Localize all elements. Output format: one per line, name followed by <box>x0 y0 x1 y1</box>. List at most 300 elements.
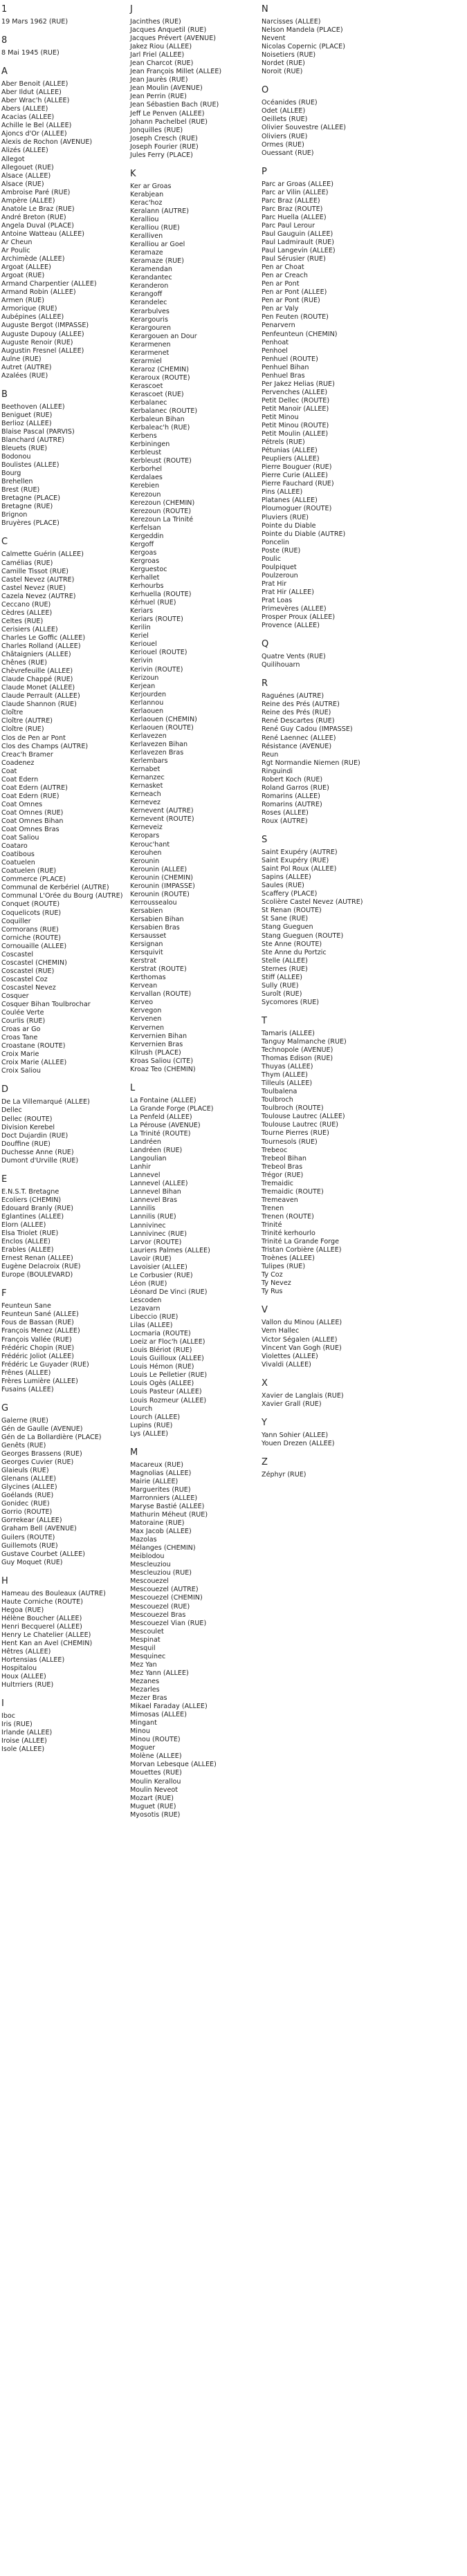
street-link[interactable]: Narcisses (ALLEE) <box>262 18 321 26</box>
street-link[interactable]: Frênes (ALLEE) <box>1 1369 51 1377</box>
street-link[interactable]: Cloître (AUTRE) <box>1 717 53 725</box>
street-link[interactable]: Kervernien Bihan <box>130 1032 187 1040</box>
street-link[interactable]: Mescleuziou (RUE) <box>130 1569 192 1577</box>
street-link[interactable]: Coscastel (CHEMIN) <box>1 958 67 967</box>
street-link[interactable]: Tremaidic (ROUTE) <box>262 1187 324 1196</box>
street-link[interactable]: Acacias (ALLEE) <box>1 113 55 122</box>
street-link[interactable]: Feunteun Sane <box>1 1302 51 1310</box>
street-link[interactable]: Mairie (ALLEE) <box>130 1477 178 1485</box>
street-link[interactable]: Bretagne (RUE) <box>1 503 53 511</box>
street-link[interactable]: Ty Nevez <box>262 1279 291 1288</box>
street-link[interactable]: Kroaz Teo (CHEMIN) <box>130 1065 196 1073</box>
street-link[interactable]: Kerfelsan <box>130 523 161 532</box>
street-link[interactable]: Keropars <box>130 832 160 840</box>
street-link[interactable]: Coat Saliou <box>1 834 39 842</box>
street-link[interactable]: Keraroz (CHEMIN) <box>130 365 189 373</box>
street-link[interactable]: Trenen <box>262 1204 284 1212</box>
street-link[interactable]: Morvan Lebesque (ALLEE) <box>130 1761 217 1769</box>
street-link[interactable]: Mezer Bras <box>130 1694 167 1703</box>
street-link[interactable]: Toulbalena <box>262 1088 297 1096</box>
street-link[interactable]: Berlioz (ALLEE) <box>1 419 52 427</box>
street-link[interactable]: Châtaigniers (ALLEE) <box>1 651 71 659</box>
street-link[interactable]: Kerbaleun Bihan <box>130 416 185 424</box>
street-link[interactable]: Kerdalaes <box>130 474 163 482</box>
street-link[interactable]: Kerguestoc <box>130 565 167 573</box>
street-link[interactable]: Castel Nevez (AUTRE) <box>1 575 75 584</box>
street-link[interactable]: Keriars <box>130 607 154 615</box>
street-link[interactable]: Ker ar Groas <box>130 182 172 190</box>
street-link[interactable]: Claude Chappé (RUE) <box>1 676 73 684</box>
street-link[interactable]: Tournesols (RUE) <box>262 1138 318 1146</box>
street-link[interactable]: Raguénes (AUTRE) <box>262 692 324 701</box>
street-link[interactable]: Aber Wrac'h (ALLEE) <box>1 97 70 105</box>
street-link[interactable]: Peupliers (ALLEE) <box>262 455 320 463</box>
street-link[interactable]: Thomas Edison (RUE) <box>262 1055 333 1063</box>
street-link[interactable]: Hent Kan an Avel (CHEMIN) <box>1 1639 93 1647</box>
street-link[interactable]: Pins (ALLEE) <box>262 488 303 497</box>
street-link[interactable]: Kervean <box>130 982 158 990</box>
street-link[interactable]: Parc Braz (ALLEE) <box>262 196 320 205</box>
street-link[interactable]: Saint Exupéry (RUE) <box>262 857 329 865</box>
street-link[interactable]: François Menez (ALLEE) <box>1 1327 80 1335</box>
street-link[interactable]: Xavier de Langlais (RUE) <box>262 1391 344 1400</box>
street-link[interactable]: Keramaze (RUE) <box>130 257 184 266</box>
street-link[interactable]: Mescoulet <box>130 1627 164 1636</box>
street-link[interactable]: Penhuel (ROUTE) <box>262 355 318 363</box>
street-link[interactable]: Conquet (ROUTE) <box>1 900 60 909</box>
street-link[interactable]: Castel Nevez (RUE) <box>1 584 66 592</box>
street-link[interactable]: Cerisiers (ALLEE) <box>1 625 58 633</box>
street-link[interactable]: Moulin Kerallou <box>130 1777 181 1786</box>
street-link[interactable]: Noisetiers (RUE) <box>262 51 316 59</box>
street-link[interactable]: Saules (RUE) <box>262 882 304 890</box>
street-link[interactable]: Glycines (ALLEE) <box>1 1483 57 1492</box>
street-link[interactable]: Tristan Corbière (ALLEE) <box>262 1246 342 1254</box>
street-link[interactable]: Ceccano (RUE) <box>1 600 51 609</box>
street-link[interactable]: Prat Hir <box>262 580 287 588</box>
street-link[interactable]: Aber Ildut (ALLEE) <box>1 89 62 97</box>
street-link[interactable]: Sycomores (RUE) <box>262 998 320 1006</box>
street-link[interactable]: Kerstrat (ROUTE) <box>130 965 187 974</box>
street-link[interactable]: Landréen <box>130 1138 162 1147</box>
street-link[interactable]: Coulée Verte <box>1 1009 44 1017</box>
street-link[interactable]: Chênes (RUE) <box>1 659 47 667</box>
street-link[interactable]: Coat Edern (AUTRE) <box>1 784 68 792</box>
street-link[interactable]: Coat Omnes <box>1 800 43 808</box>
street-link[interactable]: Petit Dellec (ROUTE) <box>262 396 330 405</box>
street-link[interactable]: Aubépines (ALLEE) <box>1 313 64 322</box>
street-link[interactable]: Douffine (RUE) <box>1 1140 51 1148</box>
street-link[interactable]: Keriel <box>130 632 149 640</box>
street-link[interactable]: Kerbleust (ROUTE) <box>130 457 192 465</box>
street-link[interactable]: Mescouezel Bras <box>130 1611 186 1619</box>
street-link[interactable]: Augustin Fresnel (ALLEE) <box>1 346 84 355</box>
street-link[interactable]: La Pérouse (AVENUE) <box>130 1121 201 1129</box>
street-link[interactable]: Parc ar Groas (ALLEE) <box>262 180 333 188</box>
street-link[interactable]: Mescleuziou <box>130 1561 171 1569</box>
street-link[interactable]: Kerroussealou <box>130 898 177 907</box>
street-link[interactable]: Mingant <box>130 1719 157 1727</box>
street-link[interactable]: Coat <box>1 767 17 775</box>
street-link[interactable]: Hegoa (RUE) <box>1 1606 44 1614</box>
street-link[interactable]: Keramendan <box>130 266 172 274</box>
street-link[interactable]: Per Jakez Helias (RUE) <box>262 380 335 388</box>
street-link[interactable]: Kerlaouen (CHEMIN) <box>130 715 197 723</box>
street-link[interactable]: Pen ar Choat <box>262 263 304 272</box>
street-link[interactable]: Genêts (RUE) <box>1 1441 46 1449</box>
street-link[interactable]: Mimosas (ALLEE) <box>130 1711 187 1719</box>
street-link[interactable]: Houx (ALLEE) <box>1 1673 46 1681</box>
street-link[interactable]: Eugène Delacroix (RUE) <box>1 1263 81 1271</box>
street-link[interactable]: Edouard Branly (RUE) <box>1 1204 74 1212</box>
street-link[interactable]: Parc Huella (ALLEE) <box>262 213 327 221</box>
street-link[interactable]: Kerargouris <box>130 315 168 324</box>
street-link[interactable]: Kerounin (ALLEE) <box>130 865 187 873</box>
street-link[interactable]: Allegouet (RUE) <box>1 163 54 172</box>
street-link[interactable]: Kernevent (AUTRE) <box>130 807 194 815</box>
street-link[interactable]: Johann Pachelbel (RUE) <box>130 118 208 126</box>
street-link[interactable]: Gonidec (RUE) <box>1 1500 50 1508</box>
street-link[interactable]: Toulbroch <box>262 1096 293 1104</box>
street-link[interactable]: Jean Perrin (RUE) <box>130 93 187 101</box>
street-link[interactable]: Tilleuls (ALLEE) <box>262 1079 313 1088</box>
street-link[interactable]: Claude Shannon (RUE) <box>1 701 77 709</box>
street-link[interactable]: Hospitalou <box>1 1665 37 1673</box>
street-link[interactable]: Lauriers Palmes (ALLEE) <box>130 1246 210 1254</box>
street-link[interactable]: Pierre Curie (ALLEE) <box>262 472 328 480</box>
street-link[interactable]: Keriouel (ROUTE) <box>130 649 187 657</box>
street-link[interactable]: Autret (AUTRE) <box>1 363 52 371</box>
street-link[interactable]: Reine des Prés (RUE) <box>262 709 331 717</box>
street-link[interactable]: Kerhourbs <box>130 582 164 591</box>
street-link[interactable]: Kerangoff <box>130 290 163 299</box>
street-link[interactable]: Molène (ALLEE) <box>130 1752 182 1761</box>
street-link[interactable]: Jules Ferry (PLACE) <box>130 151 193 159</box>
street-link[interactable]: La Fontaine (ALLEE) <box>130 1096 196 1104</box>
street-link[interactable]: Pen Feuten (ROUTE) <box>262 313 329 322</box>
street-link[interactable]: Ormes (RUE) <box>262 140 304 149</box>
street-link[interactable]: Roland Garros (RUE) <box>262 784 329 792</box>
street-link[interactable]: Goélands (RUE) <box>1 1492 54 1500</box>
street-link[interactable]: Croix Marie <box>1 1050 39 1059</box>
street-link[interactable]: Sternes (RUE) <box>262 965 308 973</box>
street-link[interactable]: Argoat (RUE) <box>1 272 45 280</box>
street-link[interactable]: Gén de La Bollardière (PLACE) <box>1 1433 102 1441</box>
street-link[interactable]: Keralliou ar Goel <box>130 241 185 249</box>
street-link[interactable]: Jean Jaurès (RUE) <box>130 76 188 84</box>
street-link[interactable]: Roses (ALLEE) <box>262 808 309 817</box>
street-link[interactable]: Meiblodou <box>130 1553 165 1561</box>
street-link[interactable]: Kerneach <box>130 790 161 799</box>
street-link[interactable]: Guilers (ROUTE) <box>1 1533 55 1541</box>
street-link[interactable]: Tanguy Malmanche (RUE) <box>262 1037 347 1046</box>
street-link[interactable]: Ar Cheun <box>1 238 33 246</box>
street-link[interactable]: Kerlannou <box>130 698 164 707</box>
street-link[interactable]: Suroît (RUE) <box>262 990 302 998</box>
street-link[interactable]: Keramaze <box>130 249 163 257</box>
street-link[interactable]: Lanhir <box>130 1163 151 1171</box>
street-link[interactable]: Léon (RUE) <box>130 1279 167 1288</box>
street-link[interactable]: Landréen (RUE) <box>130 1147 183 1155</box>
street-link[interactable]: Hultrriers (RUE) <box>1 1681 54 1689</box>
street-link[interactable]: Iroise (ALLEE) <box>1 1737 47 1745</box>
street-link[interactable]: Enclos (ALLEE) <box>1 1238 51 1246</box>
street-link[interactable]: Kersabien Bihan <box>130 915 184 923</box>
street-link[interactable]: Reine des Prés (AUTRE) <box>262 701 340 709</box>
street-link[interactable]: Kervernen <box>130 1023 165 1032</box>
street-link[interactable]: Sully (RUE) <box>262 981 299 990</box>
street-link[interactable]: Cormorans (RUE) <box>1 925 59 934</box>
street-link[interactable]: Toulbroch (ROUTE) <box>262 1104 324 1113</box>
street-link[interactable]: Angela Duval (PLACE) <box>1 221 74 230</box>
street-link[interactable]: Mathurin Méheut (RUE) <box>130 1511 208 1519</box>
street-link[interactable]: Duchesse Anne (RUE) <box>1 1148 74 1156</box>
street-link[interactable]: Jacques Prévert (AVENUE) <box>130 35 217 43</box>
street-link[interactable]: Kernevez <box>130 799 161 807</box>
street-link[interactable]: Lannevel (ALLEE) <box>130 1180 188 1188</box>
street-link[interactable]: Kernabet <box>130 766 161 774</box>
street-link[interactable]: Kerivin <box>130 657 153 665</box>
street-link[interactable]: Poncelin <box>262 538 289 546</box>
street-link[interactable]: Clos des Champs (AUTRE) <box>1 742 89 750</box>
street-link[interactable]: Croas ar Go <box>1 1026 41 1034</box>
street-link[interactable]: Mezanes <box>130 1677 160 1685</box>
street-link[interactable]: Muguet (RUE) <box>130 1802 176 1810</box>
street-link[interactable]: Kerebien <box>130 482 160 490</box>
street-link[interactable]: Troènes (ALLEE) <box>262 1254 315 1263</box>
street-link[interactable]: Robert Koch (RUE) <box>262 775 323 784</box>
street-link[interactable]: Pointe du Diable <box>262 521 316 530</box>
street-link[interactable]: Hêtres (ALLEE) <box>1 1648 51 1656</box>
street-link[interactable]: Prat Loas <box>262 597 293 604</box>
street-link[interactable]: Stelle (ALLEE) <box>262 956 308 965</box>
street-link[interactable]: Keraroux (ROUTE) <box>130 373 190 382</box>
street-link[interactable]: Blaise Pascal (PARVIS) <box>1 427 75 436</box>
street-link[interactable]: Armand Charpentier (ALLEE) <box>1 280 97 288</box>
street-link[interactable]: Ar Poulic <box>1 247 30 255</box>
street-link[interactable]: Jarl Friel (ALLEE) <box>130 51 185 59</box>
street-link[interactable]: De La Villemarqué (ALLEE) <box>1 1098 90 1106</box>
street-link[interactable]: Keralliou (RUE) <box>130 224 180 232</box>
street-link[interactable]: Vivaldi (ALLEE) <box>262 1360 311 1369</box>
street-link[interactable]: Penhuel Bihan <box>262 363 309 371</box>
street-link[interactable]: Boulistes (ALLEE) <box>1 461 59 470</box>
street-link[interactable]: Lannilis (RUE) <box>130 1213 176 1221</box>
street-link[interactable]: Magnolias (ALLEE) <box>130 1469 192 1477</box>
street-link[interactable]: Poulpiquet <box>262 563 297 571</box>
street-link[interactable]: Romarins (AUTRE) <box>262 800 322 808</box>
street-link[interactable]: Coat Edern (RUE) <box>1 792 59 800</box>
street-link[interactable]: Kerac'hoz <box>130 198 163 207</box>
street-link[interactable]: Clos de Pen ar Pont <box>1 734 66 742</box>
street-link[interactable]: Bleuets (RUE) <box>1 445 48 453</box>
street-link[interactable]: Brignon <box>1 511 28 519</box>
street-link[interactable]: Kerounin (CHEMIN) <box>130 873 194 882</box>
street-link[interactable]: Kerborhel <box>130 465 163 474</box>
street-link[interactable]: Gorrekear (ALLEE) <box>1 1517 62 1525</box>
street-link[interactable]: Glenans (ALLEE) <box>1 1475 56 1483</box>
street-link[interactable]: Prosper Proux (ALLEE) <box>262 613 336 622</box>
street-link[interactable]: Paul Gauguin (ALLEE) <box>262 230 333 238</box>
street-link[interactable]: Trebeol Bihan <box>262 1154 306 1162</box>
street-link[interactable]: Paul Ladmirault (RUE) <box>262 238 334 246</box>
street-link[interactable]: Pluviers (RUE) <box>262 513 309 521</box>
street-link[interactable]: Coatuelen <box>1 859 35 867</box>
street-link[interactable]: Doct Dujardin (RUE) <box>1 1131 68 1140</box>
street-link[interactable]: Ty Rus <box>262 1288 283 1296</box>
street-link[interactable]: Jonquilles (RUE) <box>130 126 183 134</box>
street-link[interactable]: Claude Perrault (ALLEE) <box>1 692 80 701</box>
street-link[interactable]: Cosquer <box>1 992 29 1000</box>
street-link[interactable]: Reun <box>262 750 279 759</box>
street-link[interactable]: Archimède (ALLEE) <box>1 255 65 263</box>
street-link[interactable]: Jacques Anquetil (RUE) <box>130 26 207 35</box>
street-link[interactable]: Brehellen <box>1 478 33 486</box>
street-link[interactable]: Kerthomas <box>130 974 166 982</box>
street-link[interactable]: Trinité La Grande Forge <box>262 1238 339 1246</box>
street-link[interactable]: Penhuel Bras <box>262 371 305 380</box>
street-link[interactable]: Lescoden <box>130 1296 162 1304</box>
street-link[interactable]: Coatibous <box>1 851 35 859</box>
street-link[interactable]: Kerjourden <box>130 690 167 698</box>
street-link[interactable]: Kerbalanec (ROUTE) <box>130 407 198 416</box>
street-link[interactable]: Communal L'Orée du Bourg (AUTRE) <box>1 892 123 900</box>
street-link[interactable]: Kerargouren <box>130 324 172 332</box>
street-link[interactable]: Mikael Faraday (ALLEE) <box>130 1703 208 1711</box>
street-link[interactable]: Kersabien Bras <box>130 923 180 932</box>
street-link[interactable]: Bodonou <box>1 453 31 461</box>
street-link[interactable]: Prat Hir (ALLEE) <box>262 588 314 596</box>
street-link[interactable]: Kerbaleac'h (RUE) <box>130 424 190 432</box>
street-link[interactable]: Kerveo <box>130 999 154 1007</box>
street-link[interactable]: Quilihouarn <box>262 661 300 669</box>
street-link[interactable]: Aulne (RUE) <box>1 355 42 363</box>
street-link[interactable]: Feunteun Sané (ALLEE) <box>1 1310 79 1319</box>
street-link[interactable]: Kilrush (PLACE) <box>130 1048 181 1057</box>
street-link[interactable]: Kernasket <box>130 782 163 790</box>
street-link[interactable]: Pétrels (RUE) <box>262 438 305 447</box>
street-link[interactable]: Kerezoun La Trinité <box>130 515 194 523</box>
street-link[interactable]: Saint Exupéry (AUTRE) <box>262 849 338 857</box>
street-link[interactable]: Pen ar Pont <box>262 280 300 288</box>
street-link[interactable]: Matoraine (RUE) <box>130 1519 185 1528</box>
street-link[interactable]: Kerandantec <box>130 274 172 282</box>
street-link[interactable]: Fusains (ALLEE) <box>1 1385 54 1393</box>
street-link[interactable]: Odet (ALLEE) <box>262 107 306 115</box>
street-link[interactable]: Océanides (RUE) <box>262 99 318 107</box>
street-link[interactable]: Cloître <box>1 709 24 717</box>
street-link[interactable]: Ringuindi <box>262 767 293 775</box>
street-link[interactable]: Auguste Bergot (IMPASSE) <box>1 322 89 330</box>
street-link[interactable]: Kervenen <box>130 1015 162 1023</box>
street-link[interactable]: Kerjean <box>130 682 156 690</box>
street-link[interactable]: Frédéric Joliot (ALLEE) <box>1 1352 74 1360</box>
street-link[interactable]: Aber Benoit (ALLEE) <box>1 80 68 89</box>
street-link[interactable]: Achille le Bel (ALLEE) <box>1 122 72 130</box>
street-link[interactable]: 19 Mars 1962 (RUE) <box>1 18 68 26</box>
street-link[interactable]: Stang Gueguen <box>262 923 313 932</box>
street-link[interactable]: Ampère (ALLEE) <box>1 196 55 205</box>
street-link[interactable]: Kersabien <box>130 907 163 915</box>
street-link[interactable]: Poste (RUE) <box>262 546 301 555</box>
street-link[interactable]: Anatole Le Braz (RUE) <box>1 205 75 213</box>
street-link[interactable]: Lourch (ALLEE) <box>130 1413 181 1421</box>
street-link[interactable]: Lannevel Bihan <box>130 1188 181 1196</box>
street-link[interactable]: Guillemots (RUE) <box>1 1541 58 1550</box>
street-link[interactable]: Rgt Normandie Niemen (RUE) <box>262 759 360 767</box>
street-link[interactable]: Coat Edern <box>1 775 39 784</box>
street-link[interactable]: Paul Langevin (ALLEE) <box>262 247 336 255</box>
street-link[interactable]: Kergeddin <box>130 532 164 540</box>
street-link[interactable]: Joseph Cresch (RUE) <box>130 134 198 142</box>
street-link[interactable]: Kerlembars <box>130 757 168 766</box>
street-link[interactable]: Iboc <box>1 1712 16 1721</box>
street-link[interactable]: Louis Rozmeur (ALLEE) <box>130 1396 207 1405</box>
street-link[interactable]: Haute Corniche (ROUTE) <box>1 1597 83 1606</box>
street-link[interactable]: Larvor (ROUTE) <box>130 1238 182 1246</box>
street-link[interactable]: Lourch <box>130 1405 153 1413</box>
street-link[interactable]: Irlande (ALLEE) <box>1 1729 53 1737</box>
street-link[interactable]: Myosotis (RUE) <box>130 1810 181 1819</box>
street-link[interactable]: Mesquinec <box>130 1652 166 1660</box>
street-link[interactable]: Cornouaille (ALLEE) <box>1 942 67 950</box>
street-link[interactable]: Olivier Souvestre (ALLEE) <box>262 124 347 132</box>
street-link[interactable]: Moguer <box>130 1744 156 1752</box>
street-link[interactable]: André Breton (RUE) <box>1 213 66 221</box>
street-link[interactable]: Pen ar Pont (RUE) <box>262 297 320 305</box>
street-link[interactable]: Armand Robin (ALLEE) <box>1 288 76 297</box>
street-link[interactable]: René Laennec (ALLEE) <box>262 734 336 742</box>
street-link[interactable]: Kerounin (ROUTE) <box>130 890 190 898</box>
street-link[interactable]: Kerascoet <box>130 382 163 390</box>
street-link[interactable]: Mez Yan <box>130 1660 157 1669</box>
street-link[interactable]: Allegot <box>1 155 25 163</box>
street-link[interactable]: Marguerites (RUE) <box>130 1485 191 1494</box>
street-link[interactable]: Résistance (AVENUE) <box>262 742 332 750</box>
street-link[interactable]: Louis Le Pelletier (RUE) <box>130 1371 208 1380</box>
street-link[interactable]: Creac'h Bramer <box>1 750 53 759</box>
street-link[interactable]: Coatuelen (RUE) <box>1 867 57 875</box>
street-link[interactable]: Lannilis <box>130 1205 156 1213</box>
street-link[interactable]: Antoine Watteau (ALLEE) <box>1 230 85 238</box>
street-link[interactable]: Coataro <box>1 842 28 851</box>
street-link[interactable]: Kervallan (ROUTE) <box>130 990 192 999</box>
street-link[interactable]: Violettes (ALLEE) <box>262 1352 318 1360</box>
street-link[interactable]: Kroas Saliou (CITE) <box>130 1057 194 1065</box>
street-link[interactable]: Louis Guilloux (ALLEE) <box>130 1355 204 1363</box>
street-link[interactable]: Kerizoun <box>130 674 159 682</box>
street-link[interactable]: Joseph Fourier (RUE) <box>130 142 199 151</box>
street-link[interactable]: Kerounin <box>130 857 160 865</box>
street-link[interactable]: Kerandelec <box>130 299 167 307</box>
street-link[interactable]: Communal de Kerbériel (AUTRE) <box>1 884 109 892</box>
street-link[interactable]: St Renan (ROUTE) <box>262 907 322 915</box>
street-link[interactable]: La Grande Forge (PLACE) <box>130 1104 214 1113</box>
street-link[interactable]: Max Jacob (ALLEE) <box>130 1528 192 1536</box>
street-link[interactable]: Mezarles <box>130 1686 160 1694</box>
street-link[interactable]: Kerivin (ROUTE) <box>130 665 183 674</box>
street-link[interactable]: Kerhuella (ROUTE) <box>130 591 192 599</box>
street-link[interactable]: Tremaidic <box>262 1179 294 1187</box>
street-link[interactable]: Thuyas (ALLEE) <box>262 1063 313 1071</box>
street-link[interactable]: Isole (ALLEE) <box>1 1745 45 1754</box>
street-link[interactable]: Kérhuel (RUE) <box>130 599 176 607</box>
street-link[interactable]: Keranderon <box>130 282 169 290</box>
street-link[interactable]: Dumont d'Urville (RUE) <box>1 1156 79 1165</box>
street-link[interactable]: Galerne (RUE) <box>1 1416 48 1425</box>
street-link[interactable]: Jean Charcot (RUE) <box>130 59 194 68</box>
street-link[interactable]: Ajoncs d'Or (ALLEE) <box>1 130 67 138</box>
